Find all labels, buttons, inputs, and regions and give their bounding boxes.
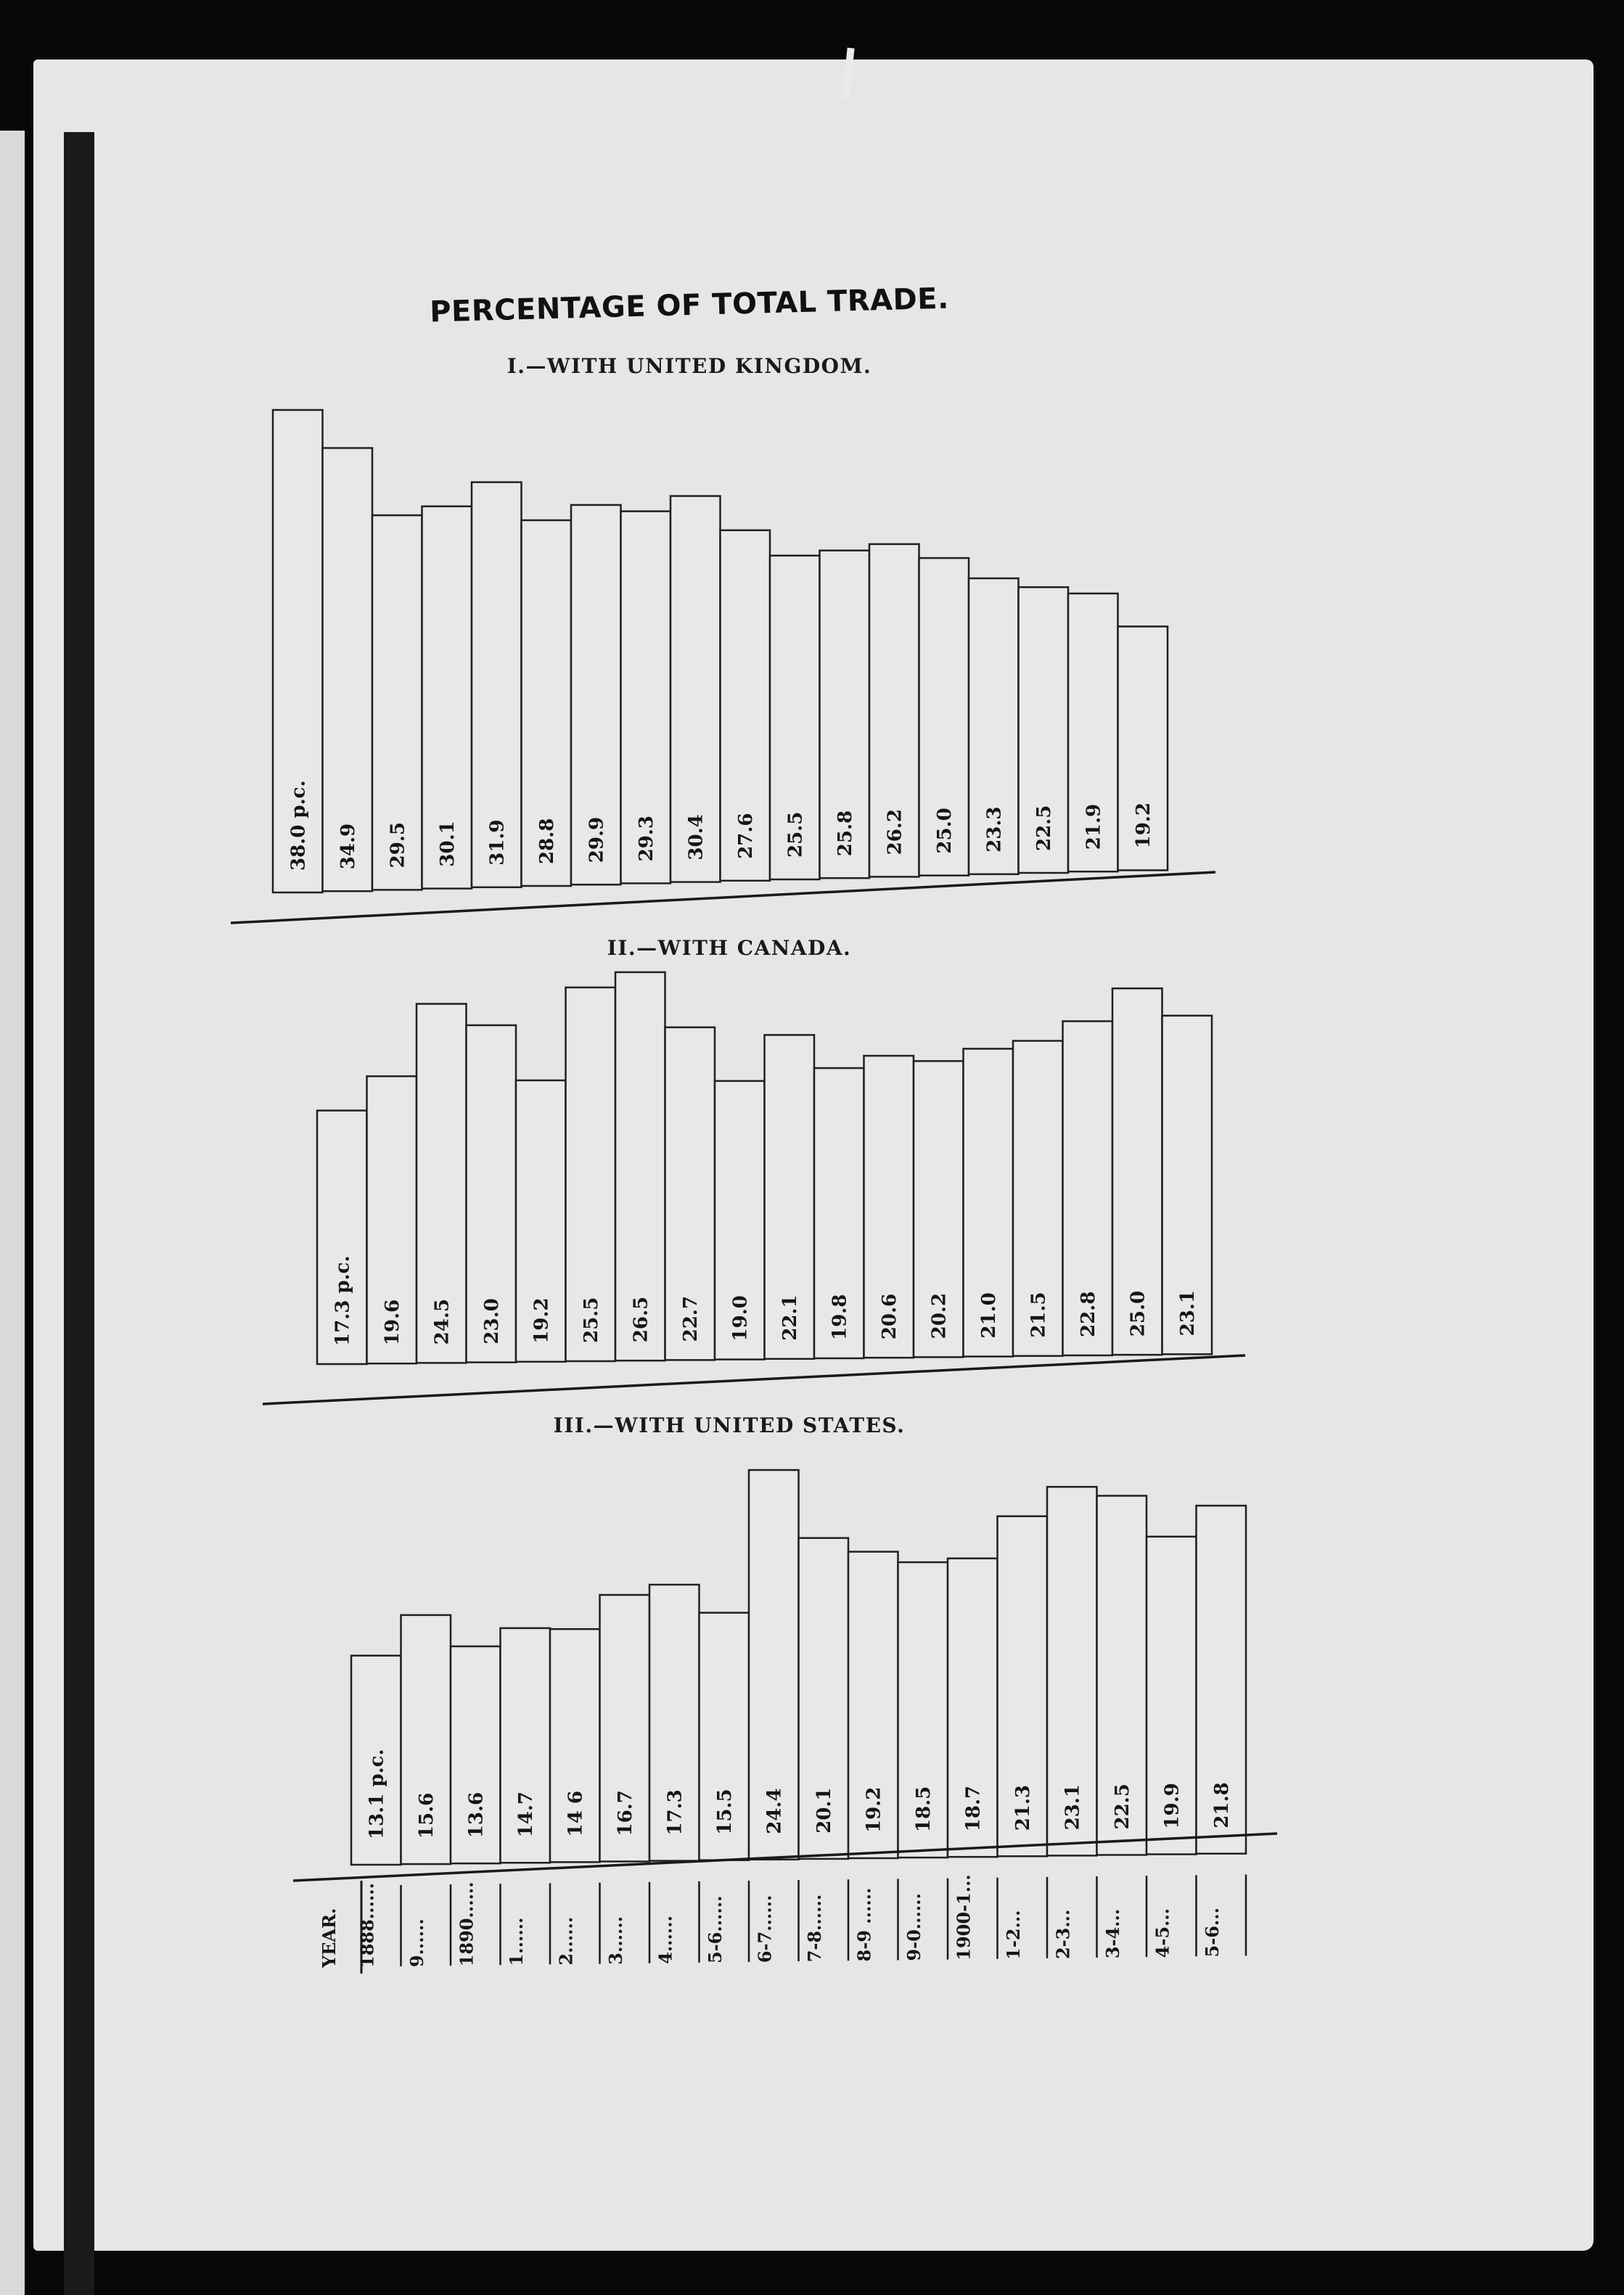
year-label-2: 1890...... — [456, 1881, 477, 1967]
value-label-united-kingdom-9: 27.6 — [734, 813, 757, 859]
value-label-united-kingdom-11: 25.8 — [834, 810, 856, 857]
value-label-united-kingdom-16: 21.9 — [1083, 803, 1105, 850]
year-label-8: 6-7...... — [754, 1894, 776, 1963]
section-title-canada: II.—WITH CANADA. — [607, 936, 852, 960]
year-label-12: 1900-1... — [953, 1874, 975, 1961]
value-label-united-states-6: 17.3 — [664, 1789, 686, 1836]
value-label-united-states-8: 24.4 — [763, 1788, 786, 1834]
value-label-united-states-9: 20.1 — [813, 1787, 835, 1834]
value-label-united-kingdom-0: 38.0 p.c. — [287, 780, 310, 871]
value-label-united-states-2: 13.6 — [465, 1791, 488, 1839]
value-label-canada-15: 22.8 — [1077, 1291, 1099, 1337]
value-label-canada-12: 20.2 — [928, 1293, 951, 1339]
year-label-7: 5-6...... — [704, 1895, 726, 1964]
value-label-united-states-17: 21.8 — [1210, 1782, 1233, 1828]
value-label-united-states-0: 13.1 p.c. — [366, 1749, 388, 1839]
value-label-united-kingdom-6: 29.9 — [586, 816, 608, 863]
value-label-canada-2: 24.5 — [431, 1299, 454, 1345]
year-label-14: 2-3... — [1052, 1909, 1074, 1960]
value-label-united-states-7: 15.5 — [713, 1789, 736, 1835]
year-label-5: 3...... — [604, 1916, 626, 1965]
value-label-canada-6: 26.5 — [630, 1296, 652, 1343]
value-label-united-kingdom-5: 28.8 — [536, 818, 558, 864]
year-label-15: 3-4... — [1102, 1908, 1123, 1959]
value-label-united-kingdom-12: 26.2 — [884, 809, 906, 855]
year-axis-label: YEAR. — [319, 1908, 340, 1968]
value-label-canada-9: 22.1 — [779, 1294, 801, 1341]
page-title: PERCENTAGE OF TOTAL TRADE. — [429, 282, 950, 329]
value-label-united-kingdom-17: 19.2 — [1132, 802, 1155, 849]
year-label-9: 7-8...... — [803, 1894, 825, 1963]
value-label-canada-8: 19.0 — [729, 1295, 752, 1342]
year-label-16: 4-5... — [1152, 1908, 1173, 1958]
value-label-united-states-14: 23.1 — [1062, 1784, 1084, 1831]
value-label-united-kingdom-14: 23.3 — [983, 806, 1006, 853]
value-label-canada-13: 21.0 — [977, 1292, 1000, 1339]
value-label-canada-17: 23.1 — [1176, 1290, 1199, 1337]
value-label-united-states-5: 16.7 — [614, 1790, 636, 1836]
value-label-united-states-3: 14.7 — [514, 1791, 537, 1838]
value-label-united-states-1: 15.6 — [415, 1792, 438, 1839]
year-label-3: 1...... — [505, 1917, 527, 1966]
year-label-13: 1-2... — [1002, 1910, 1024, 1960]
year-label-11: 9-0...... — [903, 1893, 924, 1961]
year-label-10: 8-9 ...... — [853, 1887, 875, 1962]
value-label-united-kingdom-8: 30.4 — [685, 814, 708, 861]
value-label-united-kingdom-13: 25.0 — [933, 808, 956, 854]
value-label-canada-11: 20.6 — [878, 1293, 901, 1340]
value-label-united-kingdom-10: 25.5 — [784, 811, 807, 858]
value-label-canada-0: 17.3 p.c. — [332, 1255, 354, 1346]
value-label-united-states-12: 18.7 — [962, 1785, 985, 1832]
value-label-united-states-4: 14 6 — [565, 1791, 587, 1837]
section-title-united-kingdom: I.—WITH UNITED KINGDOM. — [507, 354, 872, 378]
value-label-canada-4: 19.2 — [530, 1297, 553, 1344]
value-label-united-kingdom-7: 29.3 — [635, 816, 657, 862]
value-label-united-kingdom-1: 34.9 — [337, 823, 359, 870]
value-label-united-kingdom-3: 30.1 — [436, 821, 459, 867]
value-label-canada-10: 19.8 — [829, 1294, 851, 1340]
section-title-united-states: III.—WITH UNITED STATES. — [553, 1413, 906, 1437]
year-label-1: 9...... — [406, 1918, 427, 1968]
year-label-4: 2...... — [555, 1916, 577, 1966]
year-label-6: 4...... — [655, 1916, 676, 1964]
value-label-united-kingdom-2: 29.5 — [387, 822, 409, 869]
value-label-canada-5: 25.5 — [580, 1297, 602, 1343]
value-label-united-states-13: 21.3 — [1012, 1784, 1034, 1831]
value-label-united-states-10: 19.2 — [863, 1786, 885, 1833]
value-label-canada-3: 23.0 — [480, 1298, 503, 1344]
year-label-17: 5-6... — [1201, 1908, 1223, 1958]
value-label-united-states-11: 18.5 — [912, 1786, 935, 1833]
year-label-0: 1888...... — [356, 1883, 378, 1968]
value-label-canada-14: 21.5 — [1028, 1292, 1050, 1338]
value-label-canada-7: 22.7 — [679, 1296, 702, 1342]
value-label-canada-1: 19.6 — [381, 1299, 403, 1346]
value-label-united-kingdom-15: 22.5 — [1033, 805, 1055, 851]
value-label-united-states-15: 22.5 — [1111, 1783, 1133, 1830]
value-label-united-states-16: 19.9 — [1161, 1783, 1184, 1829]
value-label-united-kingdom-4: 31.9 — [486, 819, 509, 866]
value-label-canada-16: 25.0 — [1127, 1290, 1149, 1337]
